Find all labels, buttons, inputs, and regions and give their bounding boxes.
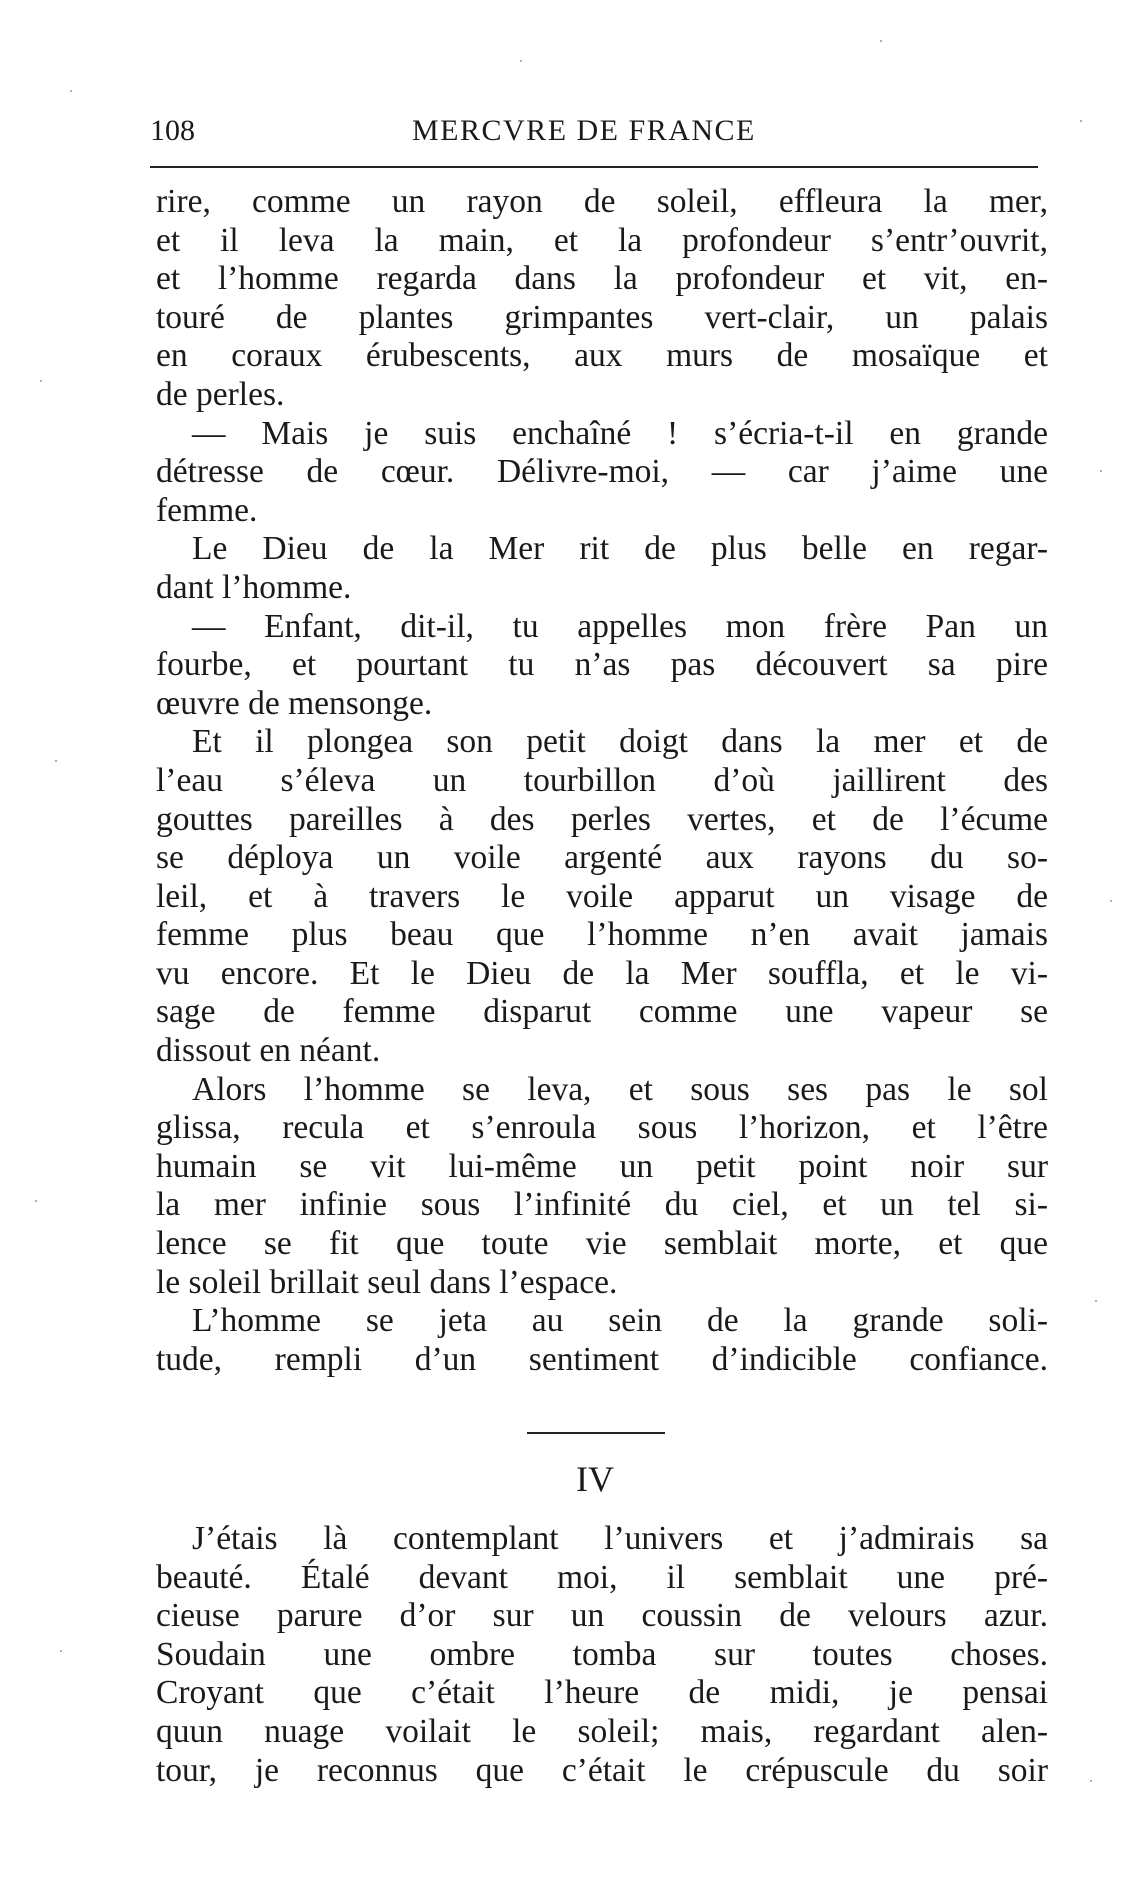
text-line: et l’homme regarda dans la profondeur et vit, en- — [156, 260, 1048, 298]
text-line: Alors l’homme se leva, et sous ses pas le sol — [192, 1070, 1048, 1108]
text-line: dissout en néant. — [156, 1032, 381, 1070]
text-line: fourbe, et pourtant tu n’as pas découvert sa pire — [156, 646, 1048, 684]
page-header — [150, 110, 1040, 154]
body-text-section-3 — [156, 183, 1048, 1379]
text-line: femme plus beau que l’homme n’en avait jamais — [156, 916, 1048, 954]
text-line: œuvre de mensonge. — [156, 684, 433, 722]
section-divider — [527, 1432, 665, 1434]
text-line: femme. — [156, 491, 258, 529]
text-line: gouttes pareilles à des perles vertes, et de l’écume — [156, 800, 1048, 838]
section-heading: IV — [576, 1459, 614, 1499]
text-line: et il leva la main, et la profondeur s’entr’ouvrit, — [156, 221, 1048, 259]
running-title: MERCVRE DE FRANCE — [412, 114, 756, 147]
text-line: quun nuage voilait le soleil; mais, regardant alen- — [156, 1712, 1048, 1750]
text-line: Et il plongea son petit doigt dans la mer et de — [192, 723, 1048, 761]
header-rule — [150, 166, 1038, 168]
text-line: touré de plantes grimpantes vert-clair, un palais — [156, 298, 1048, 336]
text-line: — Enfant, dit-il, tu appelles mon frère Pan un — [192, 607, 1048, 645]
text-line: Croyant que c’était l’heure de midi, je pensai — [156, 1674, 1048, 1712]
text-line: humain se vit lui-même un petit point noir sur — [156, 1147, 1048, 1185]
text-line: J’étais là contemplant l’univers et j’admirais sa — [192, 1520, 1048, 1557]
text-line: L’homme se jeta au sein de la grande soli- — [192, 1302, 1048, 1340]
text-line: de perles. — [156, 375, 285, 413]
text-line: le soleil brillait seul dans l’espace. — [156, 1263, 618, 1301]
text-line: leil, et à travers le voile apparut un visage de — [156, 877, 1048, 915]
text-line: Le Dieu de la Mer rit de plus belle en regar- — [192, 530, 1048, 568]
text-line: détresse de cœur. Délivre-moi, — car j’aime une — [156, 453, 1048, 491]
text-line: tude, rempli d’un sentiment d’indicible confiance. — [156, 1340, 1048, 1378]
text-line: glissa, recula et s’enroula sous l’horizon, et l’être — [156, 1109, 1048, 1147]
text-line: Soudain une ombre tomba sur toutes choses. — [156, 1635, 1048, 1673]
text-line: vu encore. Et le Dieu de la Mer souffla, et le vi- — [156, 954, 1048, 992]
text-line: l’eau s’éleva un tourbillon d’où jaillirent des — [156, 761, 1048, 799]
text-line: se déploya un voile argenté aux rayons du so- — [156, 839, 1048, 877]
text-line: sage de femme disparut comme une vapeur se — [156, 993, 1048, 1031]
text-line: rire, comme un rayon de soleil, effleura la mer, — [156, 183, 1048, 220]
text-line: dant l’homme. — [156, 568, 352, 606]
page-number: 108 — [150, 114, 195, 147]
body-text-section-4 — [156, 1520, 1048, 1790]
text-line: la mer infinie sous l’infinité du ciel, et un tel si- — [156, 1186, 1048, 1224]
text-line: tour, je reconnus que c’était le crépuscule du soir — [156, 1751, 1048, 1789]
text-line: beauté. Étalé devant moi, il semblait une pré- — [156, 1558, 1048, 1596]
text-line: — Mais je suis enchaîné ! s’écria-t-il en grande — [192, 414, 1048, 452]
text-line: lence se fit que toute vie semblait morte, et que — [156, 1225, 1048, 1263]
text-line: en coraux érubescents, aux murs de mosaïque et — [156, 337, 1048, 375]
text-line: cieuse parure d’or sur un coussin de velours azur. — [156, 1597, 1048, 1635]
